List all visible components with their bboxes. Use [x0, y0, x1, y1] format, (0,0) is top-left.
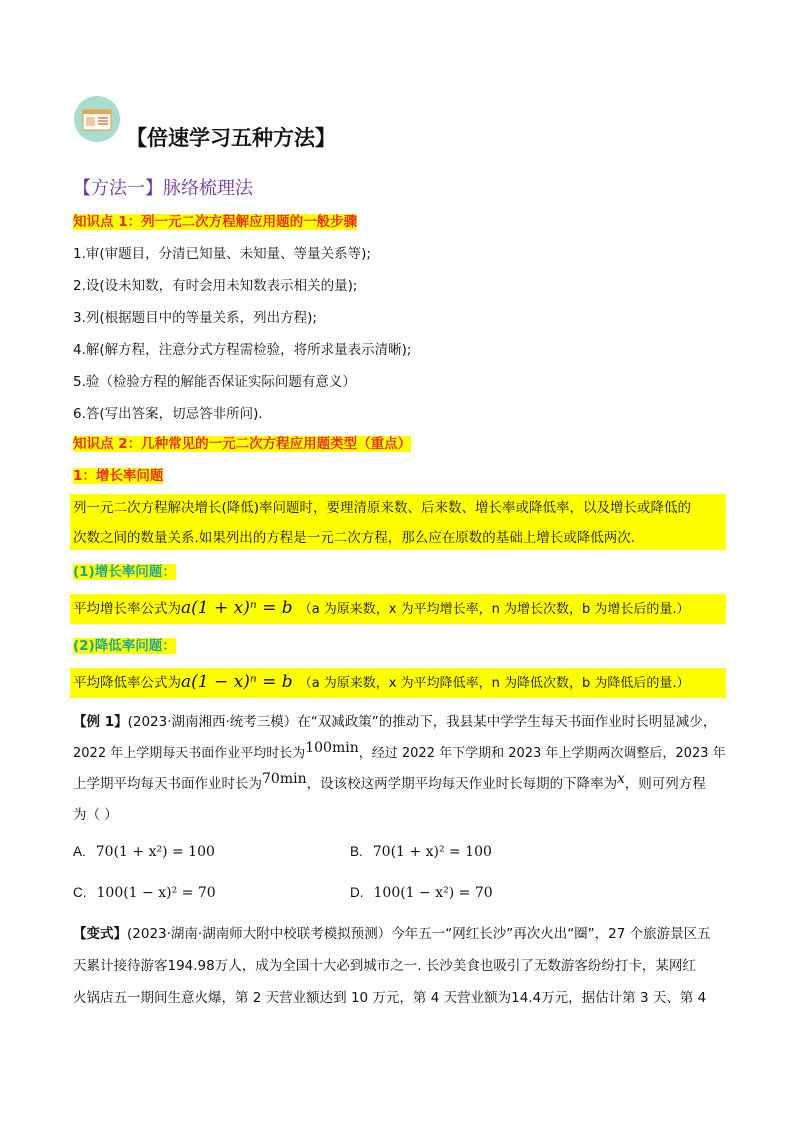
variant-line-3: 火锅店五一期间生意火爆，第 2 天营业额达到 10 万元，第 4 天营业额为14.4万元，据估计第 3 天、第 4: [73, 990, 707, 1006]
step-6: 6.答(写出答案，切忌答非所问).: [73, 406, 263, 422]
header-icon-circle: [74, 96, 120, 142]
variant-text-1: (2023·湖南·湖南师大附中校联考模拟预测）今年五一“网红长沙”再次火出“圈”，27 个旅游景区五: [127, 926, 711, 942]
option-a-label: A.: [73, 844, 86, 859]
example-text-2a: 2022 年上学期每天书面作业平均时长为: [73, 746, 306, 761]
example-line-1: [73, 712, 716, 732]
kp2-subtitle-text: 1：增长率问题: [73, 468, 164, 484]
example-text-3a: 上学期平均每天书面作业时长为: [73, 776, 262, 792]
growth-heading: [73, 562, 176, 582]
option-c[interactable]: [73, 885, 216, 901]
kp2-title: [73, 434, 411, 454]
step-2: 2.设(设未知数，有时会用未知数表示相关的量);: [73, 278, 358, 294]
example-text-1: (2023·湖南湘西·统考三模）在“双减政策”的推动下，我县某中学学生每天书面作业时长明显减少，: [127, 714, 717, 730]
growth-prefix: 平均增长率公式为: [73, 601, 181, 617]
growth-heading-text: (1)增长率问题：: [73, 564, 176, 580]
example-var-x: x: [617, 771, 625, 787]
growth-formula-line: [73, 598, 690, 620]
step-4: 4.解(解方程，注意分式方程需检验，将所求量表示清晰);: [73, 342, 412, 358]
option-a-expr: 70(1 + x²) = 100: [95, 844, 215, 860]
decline-note: （a 为原来数，x 为平均降低率，n 为降低次数，b 为降低后的量.）: [298, 676, 690, 691]
variant-line-1: [73, 924, 711, 944]
example-text-2b: ，经过 2022 年下学期和 2023 年上学期两次调整后，2023 年: [358, 746, 726, 761]
step-1: 1.审(审题目，分清已知量、未知量、等量关系等);: [73, 246, 371, 262]
example-label: 【例 1】: [73, 714, 128, 730]
decline-heading-text: (2)降低率问题：: [73, 638, 176, 654]
option-d[interactable]: [350, 885, 493, 901]
example-line-3: [73, 771, 706, 794]
example-line-4: 为（ ）: [73, 807, 118, 823]
option-b-label: B.: [350, 844, 363, 859]
option-d-expr: 100(1 − x²) = 70: [373, 885, 493, 901]
decline-heading: [73, 636, 176, 656]
growth-formula: a(1 + x)ⁿ = b: [181, 598, 293, 618]
option-b[interactable]: [350, 844, 492, 860]
variant-label: 【变式】: [73, 926, 127, 942]
option-b-expr: 70(1 + x)² = 100: [372, 844, 492, 860]
step-3: 3.列(根据题目中的等量关系，列出方程);: [73, 310, 317, 326]
option-c-label: C.: [73, 885, 87, 900]
example-text-3c: ，则可列方程: [624, 776, 706, 792]
example-line-2: [73, 740, 726, 764]
option-c-expr: 100(1 − x)² = 70: [96, 885, 216, 901]
decline-prefix: 平均降低率公式为: [73, 675, 181, 691]
kp1-title: [73, 212, 357, 232]
method-title: 【方法一】脉络梳理法: [73, 178, 253, 199]
example-value-100min: 100min: [305, 740, 359, 756]
option-d-label: D.: [350, 885, 364, 900]
kp2-subtitle: [73, 466, 163, 486]
page-title: 【倍速学习五种方法】: [126, 126, 336, 150]
example-value-70min: 70min: [262, 771, 307, 787]
growth-note: （a 为原来数，x 为平均增长率，n 为增长次数，b 为增长后的量.）: [298, 602, 690, 617]
kp2-paragraph-line-2: 次数之间的数量关系.如果列出的方程是一元二次方程，那么应在原数的基础上增长或降低两次.: [73, 530, 636, 546]
step-5: 5.验（检验方程的解能否保证实际问题有意义）: [73, 374, 356, 390]
document-icon: [74, 96, 120, 142]
example-text-3b: ，设该校这两学期平均每天作业时长每期的下降率为: [306, 776, 618, 792]
kp2-paragraph-line-1: 列一元二次方程解决增长(降低)率问题时，要理清原来数、后来数、增长率或降低率，以及增长或降低的: [73, 500, 692, 516]
option-a[interactable]: [73, 844, 215, 860]
kp1-title-text: 知识点 1：列一元二次方程解应用题的一般步骤: [73, 214, 358, 230]
decline-formula-line: [73, 672, 690, 694]
kp2-title-text: 知识点 2：几种常见的一元二次方程应用题类型（重点）: [73, 436, 412, 452]
variant-line-2: 天累计接待游客194.98万人，成为全国十大必到城市之一. 长沙美食也吸引了无数游客纷纷打卡，某网红: [73, 958, 696, 974]
decline-formula: a(1 − x)ⁿ = b: [181, 672, 293, 692]
